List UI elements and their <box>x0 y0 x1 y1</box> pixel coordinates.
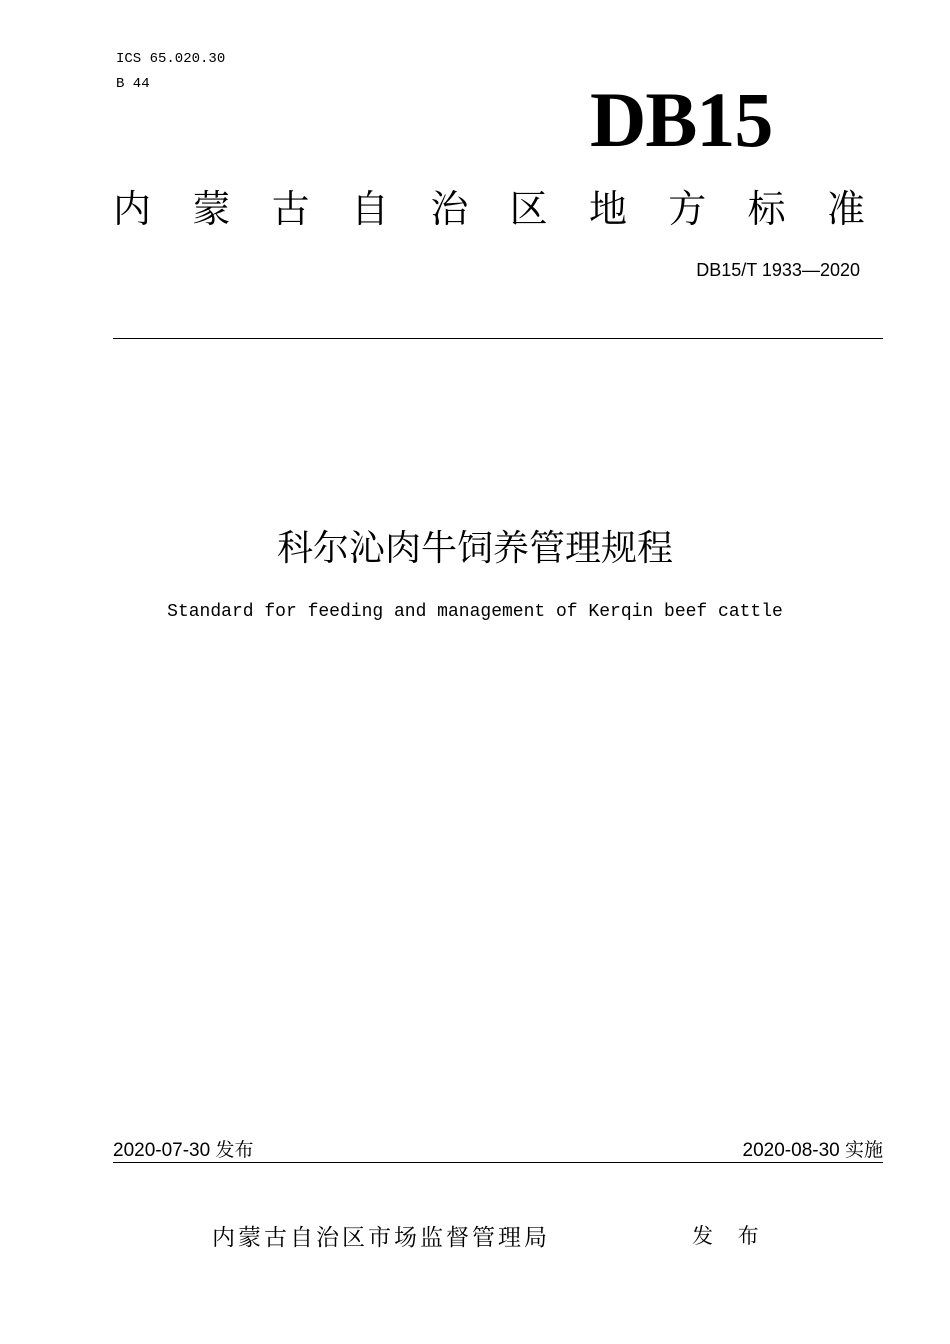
issuing-authority: 内蒙古自治区市场监督管理局 <box>212 1225 550 1251</box>
standard-type-char: 内 <box>113 187 152 231</box>
title-chinese: 科尔沁肉牛饲养管理规程 <box>276 528 673 569</box>
title-english: Standard for feeding and management of Kerqin beef cattle <box>167 602 783 622</box>
issue-label: 发 布 <box>692 1224 768 1248</box>
top-divider <box>113 338 883 339</box>
ics-code: ICS 65.020.30 <box>116 51 226 67</box>
ccs-code: B 44 <box>116 76 150 92</box>
standard-type-char: 标 <box>747 187 786 231</box>
issue-date: 2020-07-30 发布 <box>113 1140 254 1161</box>
standard-type-char: 治 <box>430 187 469 231</box>
standard-type-heading <box>113 184 865 234</box>
standard-type-char: 地 <box>588 187 627 231</box>
standard-type-char: 蒙 <box>192 187 231 231</box>
standard-type-char: 自 <box>350 187 389 231</box>
standard-number: DB15/T 1933—2020 <box>696 260 860 280</box>
bottom-divider <box>113 1162 883 1163</box>
standard-type-char: 方 <box>668 187 707 231</box>
implementation-date: 2020-08-30 实施 <box>742 1140 883 1161</box>
standard-type-char: 准 <box>826 187 865 231</box>
db15-logo: DB15 <box>590 76 773 163</box>
standard-type-char: 古 <box>271 187 310 231</box>
standard-type-char: 区 <box>509 187 548 231</box>
